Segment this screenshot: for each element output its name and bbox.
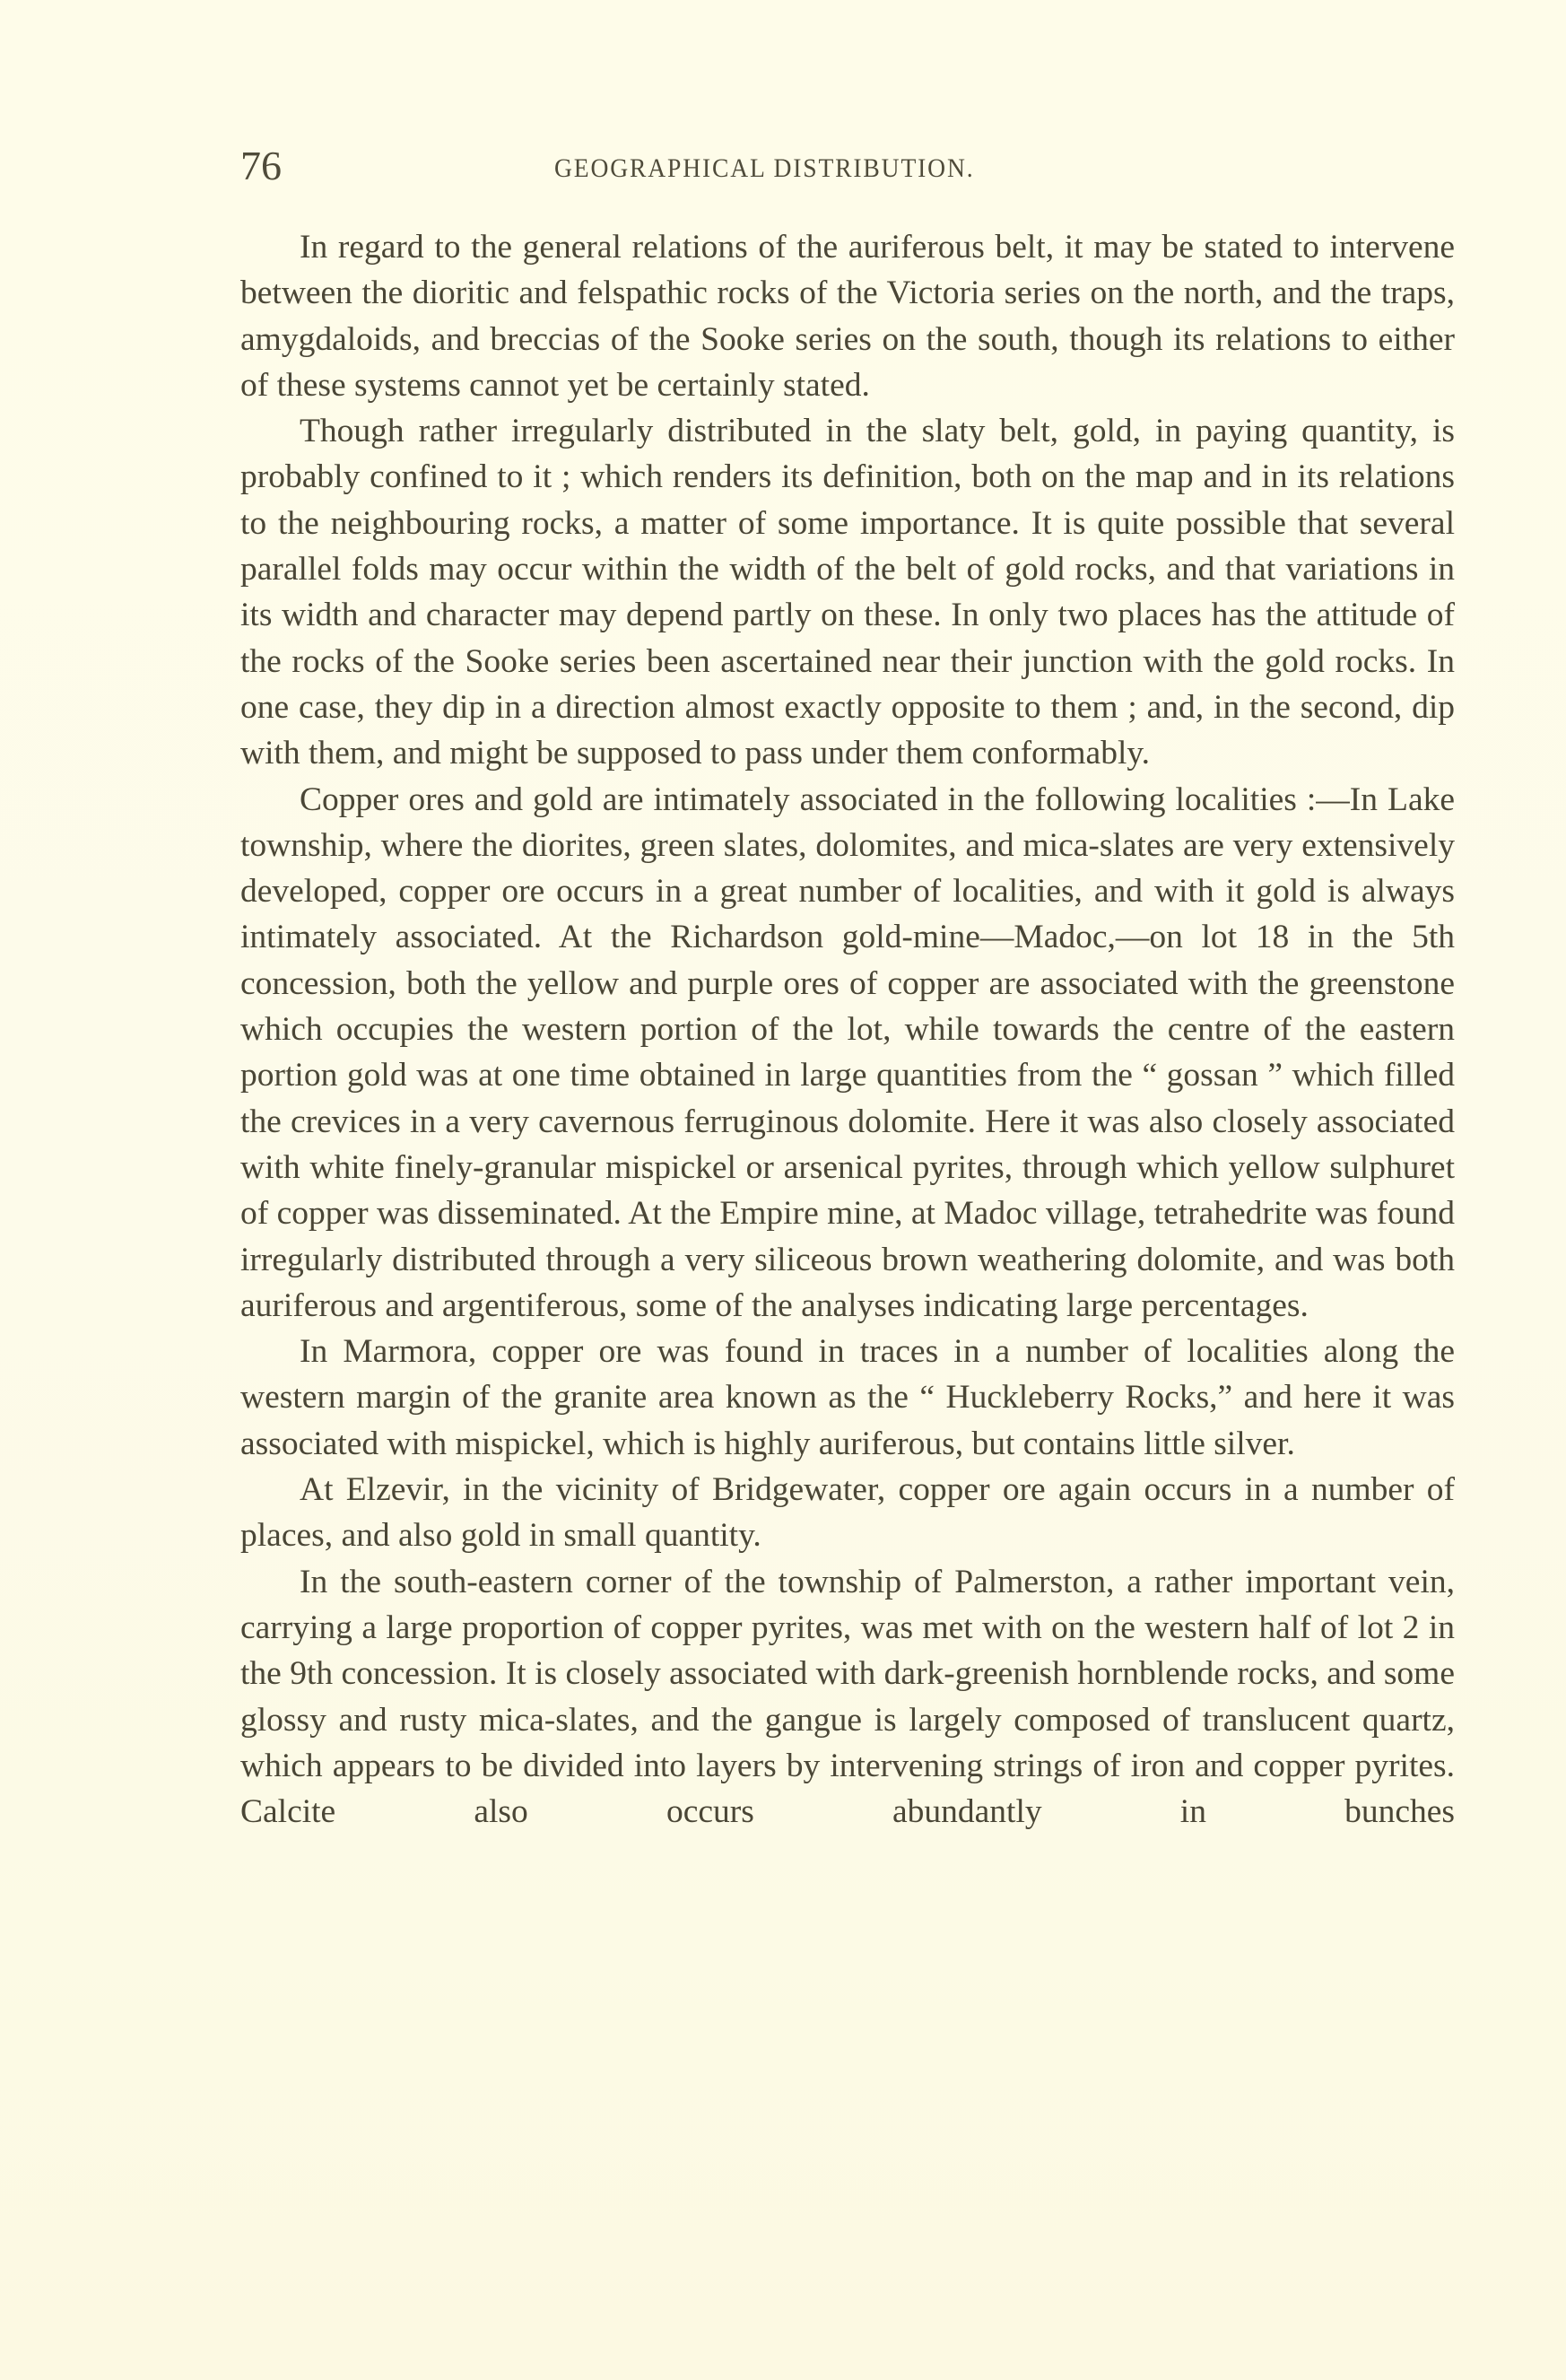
paragraph: Though rather irregularly distributed in the slaty belt, gold, in paying quantity, is probably confined to it ; which renders its definition, both on the map and in its relations to the neighbouring rocks, a matter of some importance. It is quite possible that several parallel folds may occur within the width of the belt of gold rocks, and that variations in its width and character may depend partly on these. In only two places has the attitude of the rocks of the Sooke series been ascertained near their junction with the gold rocks. In one case, they dip in a direction almost exactly opposite to them ; and, in the second, dip with them, and might be supposed to pass under them conformably. bbox=[240, 413, 1455, 772]
running-head: GEOGRAPHICAL DISTRIBUTION. bbox=[554, 153, 975, 183]
page-number: 76 bbox=[240, 143, 282, 188]
paragraph: In regard to the general relations of the auriferous belt, it may be stated to intervene between the dioritic and felspathic rocks of the Victoria series on the north, and the traps, amygdaloids, and breccias of the Sooke series on the south, though its relations to either of these systems cannot yet be certainly stated. bbox=[240, 229, 1455, 404]
paragraph: In Marmora, copper ore was found in traces in a number of localities along the western margin of the granite area known as the “ Huckleberry Rocks,” and here it was associated with mispickel, which is highly auriferous, but contains little silver. bbox=[240, 1333, 1455, 1462]
body-text bbox=[240, 224, 1455, 1835]
page-header bbox=[240, 144, 1455, 188]
paragraph: At Elzevir, in the vicinity of Bridgewater, copper ore again occurs in a number of places, and also gold in small quantity. bbox=[240, 1471, 1455, 1555]
paragraph: In the south-eastern corner of the township of Palmerston, a rather important vein, carrying a large proportion of copper pyrites, was met with on the western half of lot 2 in the 9th concession. It is closely associated with dark-greenish hornblende rocks, and some glossy and rusty mica-slates, and the gangue is largely composed of translucent quartz, which appears to be divided into layers by intervening strings of iron and copper pyrites. Calcite also occurs abundantly in bunches bbox=[240, 1563, 1455, 1831]
paragraph: Copper ores and gold are intimately associated in the following localities :—In Lake township, where the diorites, green slates, dolomites, and mica-slates are very extensively developed, copper ore occurs in a great number of localities, and with it gold is always intimately associated. At the Richardson gold-mine—Madoc,—on lot 18 in the 5th concession, both the yellow and purple ores of copper are associated with the greenstone which occupies the western portion of the lot, while towards the centre of the eastern portion gold was at one time obtained in large quantities from the “ gossan ” which filled the crevices in a very cavernous ferruginous dolomite. Here it was also closely associated with white finely-granular mispickel or arsenical pyrites, through which yellow sulphuret of copper was disseminated. At the Empire mine, at Madoc village, tetrahedrite was found irregularly distributed through a very siliceous brown weathering dolomite, and was both auriferous and argentiferous, some of the analyses indicating large percentages. bbox=[240, 780, 1455, 1324]
